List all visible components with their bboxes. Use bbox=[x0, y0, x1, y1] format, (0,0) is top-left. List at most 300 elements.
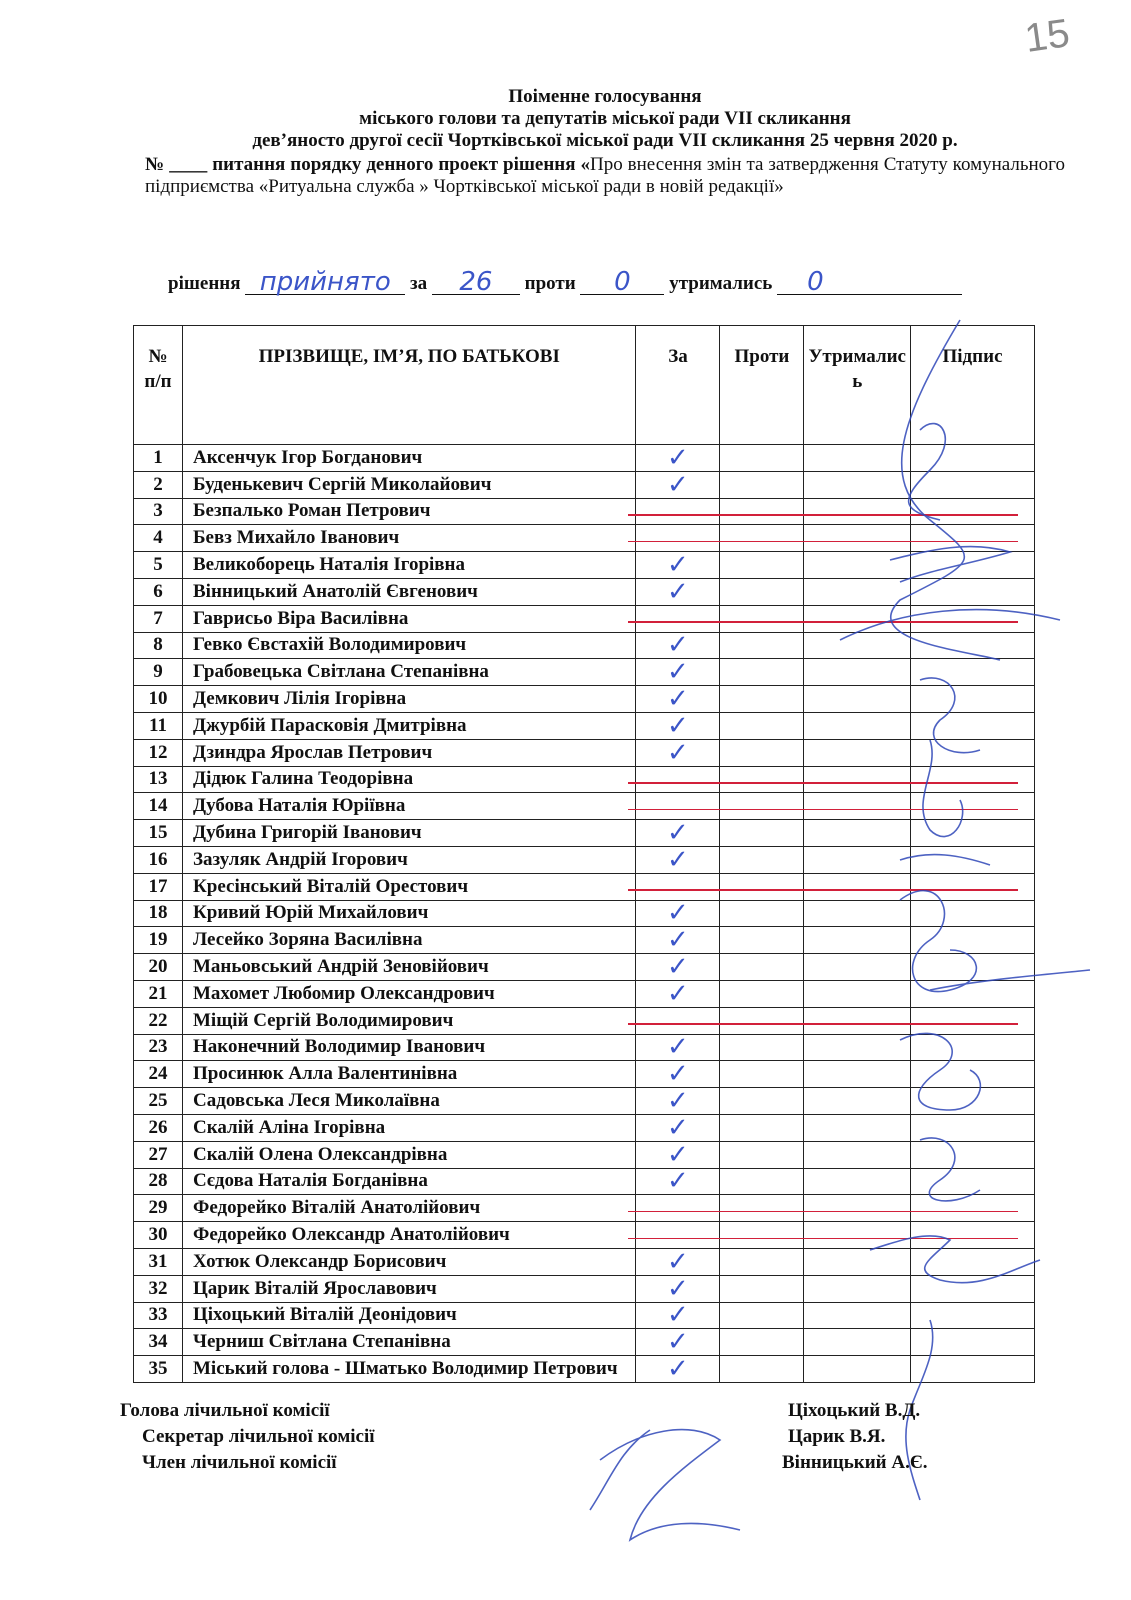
against-count: 0 bbox=[580, 270, 664, 295]
vote-for-cell bbox=[636, 1061, 720, 1088]
vote-for-cell bbox=[636, 578, 720, 605]
signature-cell bbox=[911, 1114, 1035, 1141]
col-abstain: Утрималис ь bbox=[804, 326, 911, 445]
deputy-name: Махомет Любомир Олександрович bbox=[183, 980, 636, 1007]
table-row bbox=[134, 820, 1035, 847]
signature-cell bbox=[911, 1007, 1035, 1034]
vote-against-cell bbox=[720, 1168, 804, 1195]
deputy-name: Дубова Наталія Юріївна bbox=[183, 793, 636, 820]
chair-name: Ціхоцький В.Д. bbox=[788, 1400, 921, 1421]
vote-against-cell bbox=[720, 1141, 804, 1168]
vote-against-cell bbox=[720, 1222, 804, 1249]
row-number: 32 bbox=[134, 1275, 183, 1302]
deputy-name: Лесейко Зоряна Василівна bbox=[183, 927, 636, 954]
deputy-name: Джурбій Парасковія Дмитрівна bbox=[183, 712, 636, 739]
vote-for-cell bbox=[636, 980, 720, 1007]
signature-cell bbox=[911, 552, 1035, 579]
deputy-name: Просинюк Алла Валентинівна bbox=[183, 1061, 636, 1088]
vote-abstain-cell bbox=[804, 1088, 911, 1115]
row-number: 9 bbox=[134, 659, 183, 686]
table-row bbox=[134, 471, 1035, 498]
vote-against-cell bbox=[720, 846, 804, 873]
deputy-name: Маньовський Андрій Зеновійович bbox=[183, 954, 636, 981]
check-icon: ✓ bbox=[667, 469, 689, 499]
row-number: 6 bbox=[134, 578, 183, 605]
vote-against-cell bbox=[720, 900, 804, 927]
deputy-name: Буденькевич Сергій Миколайович bbox=[183, 471, 636, 498]
vote-abstain-cell bbox=[804, 739, 911, 766]
vote-against-cell bbox=[720, 605, 804, 632]
table-row bbox=[134, 1195, 1035, 1222]
signature-cell bbox=[911, 766, 1035, 793]
vote-against-cell bbox=[720, 471, 804, 498]
signature-cell bbox=[911, 954, 1035, 981]
row-number: 1 bbox=[134, 445, 183, 472]
vote-against-cell bbox=[720, 954, 804, 981]
table-row bbox=[134, 980, 1035, 1007]
deputy-name: Скалій Аліна Ігорівна bbox=[183, 1114, 636, 1141]
secretary-name: Царик В.Я. bbox=[788, 1426, 886, 1447]
vote-for-cell bbox=[636, 442, 720, 472]
check-icon: ✓ bbox=[667, 1112, 689, 1142]
vote-against-cell bbox=[720, 578, 804, 605]
table-row bbox=[134, 632, 1035, 659]
vote-abstain-cell bbox=[804, 1356, 911, 1383]
deputy-name: Гаврисьо Віра Василівна bbox=[183, 605, 636, 632]
signature-cell bbox=[911, 712, 1035, 739]
vote-for-cell bbox=[636, 632, 720, 659]
table-row bbox=[134, 686, 1035, 713]
signature-cell bbox=[911, 445, 1035, 472]
vote-for-cell bbox=[636, 793, 720, 820]
vote-abstain-cell bbox=[804, 712, 911, 739]
vote-for-cell bbox=[636, 605, 720, 632]
topic-text: Про внесення змін та затвердження Статуту комунального підприємства «Ритуальна служба » Чортківської міської ради в новій редакції» bbox=[145, 154, 1066, 197]
table-row bbox=[134, 954, 1035, 981]
for-label: за bbox=[410, 273, 428, 294]
vote-for-cell bbox=[636, 1168, 720, 1195]
signature-cell bbox=[911, 873, 1035, 900]
vote-for-cell bbox=[636, 846, 720, 873]
deputy-name: Кресінський Віталій Орестович bbox=[183, 873, 636, 900]
title-line-3: дев’яносто другої сесії Чортківської міської ради VII скликання 25 червня 2020 р. bbox=[252, 130, 958, 151]
vote-against-cell bbox=[720, 1114, 804, 1141]
table-row bbox=[134, 1034, 1035, 1061]
table-row bbox=[134, 1168, 1035, 1195]
check-icon: ✓ bbox=[667, 657, 689, 687]
vote-abstain-cell bbox=[804, 578, 911, 605]
vote-against-cell bbox=[720, 525, 804, 552]
table-row bbox=[134, 498, 1035, 525]
signature-cell bbox=[911, 846, 1035, 873]
table-row bbox=[134, 605, 1035, 632]
vote-abstain-cell bbox=[804, 659, 911, 686]
vote-for-cell bbox=[636, 1034, 720, 1061]
table-row bbox=[134, 552, 1035, 579]
signature-cell bbox=[911, 980, 1035, 1007]
member-name: Вінницький А.Є. bbox=[782, 1452, 928, 1473]
title-line-2: міського голови та депутатів міської ради VII скликання bbox=[359, 108, 851, 129]
vote-against-cell bbox=[720, 739, 804, 766]
check-icon: ✓ bbox=[667, 978, 689, 1008]
vote-abstain-cell bbox=[804, 1302, 911, 1329]
row-number: 22 bbox=[134, 1007, 183, 1034]
vote-against-cell bbox=[720, 632, 804, 659]
deputy-name: Безпалько Роман Петрович bbox=[183, 498, 636, 525]
row-number: 14 bbox=[134, 793, 183, 820]
vote-for-cell bbox=[636, 900, 720, 927]
signature-cell bbox=[911, 1329, 1035, 1356]
vote-for-cell bbox=[636, 498, 720, 525]
against-label: проти bbox=[524, 273, 576, 294]
table-row bbox=[134, 1275, 1035, 1302]
row-number: 15 bbox=[134, 820, 183, 847]
signature-cell bbox=[911, 793, 1035, 820]
row-number: 28 bbox=[134, 1168, 183, 1195]
signature-cell bbox=[911, 525, 1035, 552]
deputy-name: Дзиндра Ярослав Петрович bbox=[183, 739, 636, 766]
deputy-name: Міський голова - Шматько Володимир Петрович bbox=[183, 1356, 636, 1383]
signature-cell bbox=[911, 820, 1035, 847]
vote-against-cell bbox=[720, 1088, 804, 1115]
deputy-name: Сєдова Наталія Богданівна bbox=[183, 1168, 636, 1195]
check-icon: ✓ bbox=[667, 442, 689, 472]
signature-cell bbox=[911, 1195, 1035, 1222]
vote-abstain-cell bbox=[804, 900, 911, 927]
deputy-name: Садовська Леся Миколаївна bbox=[183, 1088, 636, 1115]
check-icon: ✓ bbox=[667, 925, 689, 955]
row-number: 13 bbox=[134, 766, 183, 793]
table-row bbox=[134, 1007, 1035, 1034]
vote-for-cell bbox=[636, 525, 720, 552]
vote-abstain-cell bbox=[804, 1222, 911, 1249]
check-icon: ✓ bbox=[667, 684, 689, 714]
check-icon: ✓ bbox=[667, 576, 689, 606]
table-row bbox=[134, 766, 1035, 793]
check-icon: ✓ bbox=[667, 737, 689, 767]
vote-against-cell bbox=[720, 820, 804, 847]
signature-cell bbox=[911, 1061, 1035, 1088]
vote-against-cell bbox=[720, 1302, 804, 1329]
vote-for-cell bbox=[636, 954, 720, 981]
table-row bbox=[134, 1248, 1035, 1275]
vote-for-cell bbox=[636, 927, 720, 954]
table-row bbox=[134, 1088, 1035, 1115]
vote-abstain-cell bbox=[804, 766, 911, 793]
vote-abstain-cell bbox=[804, 445, 911, 472]
deputy-name: Великоборець Наталія Ігорівна bbox=[183, 552, 636, 579]
vote-for-cell bbox=[636, 712, 720, 739]
deputy-name: Кривий Юрій Михайлович bbox=[183, 900, 636, 927]
table-row bbox=[134, 1141, 1035, 1168]
vote-against-cell bbox=[720, 1034, 804, 1061]
check-icon: ✓ bbox=[667, 1273, 689, 1303]
row-number: 34 bbox=[134, 1329, 183, 1356]
check-icon: ✓ bbox=[667, 1166, 689, 1196]
vote-for-cell bbox=[636, 471, 720, 498]
topic-prefix: № ____ питання порядку денного проект рішення « bbox=[145, 154, 590, 175]
deputy-name: Скалій Олена Олександрівна bbox=[183, 1141, 636, 1168]
signature-cell bbox=[911, 1088, 1035, 1115]
table-row bbox=[134, 525, 1035, 552]
table-row bbox=[134, 873, 1035, 900]
signature-cell bbox=[911, 739, 1035, 766]
vote-abstain-cell bbox=[804, 632, 911, 659]
vote-abstain-cell bbox=[804, 1061, 911, 1088]
table-row bbox=[134, 739, 1035, 766]
deputy-name: Федорейко Віталій Анатолійович bbox=[183, 1195, 636, 1222]
table-row bbox=[134, 1061, 1035, 1088]
vote-against-cell bbox=[720, 980, 804, 1007]
vote-against-cell bbox=[720, 1007, 804, 1034]
deputy-name: Міщій Сергій Володимирович bbox=[183, 1007, 636, 1034]
vote-abstain-cell bbox=[804, 686, 911, 713]
table-row bbox=[134, 793, 1035, 820]
vote-against-cell bbox=[720, 552, 804, 579]
vote-against-cell bbox=[720, 712, 804, 739]
vote-against-cell bbox=[720, 1061, 804, 1088]
check-icon: ✓ bbox=[667, 550, 689, 580]
vote-against-cell bbox=[720, 873, 804, 900]
deputy-name: Федорейко Олександр Анатолійович bbox=[183, 1222, 636, 1249]
col-signature: Підпис bbox=[911, 326, 1035, 445]
vote-against-cell bbox=[720, 686, 804, 713]
deputy-name: Зазуляк Андрій Ігорович bbox=[183, 846, 636, 873]
vote-abstain-cell bbox=[804, 1114, 911, 1141]
vote-for-cell bbox=[636, 686, 720, 713]
table-body bbox=[134, 442, 1035, 1383]
vote-for-cell bbox=[636, 739, 720, 766]
table-row bbox=[134, 846, 1035, 873]
vote-abstain-cell bbox=[804, 1248, 911, 1275]
table-row bbox=[134, 659, 1035, 686]
deputy-name: Бевз Михайло Іванович bbox=[183, 525, 636, 552]
row-number: 2 bbox=[134, 471, 183, 498]
vote-abstain-cell bbox=[804, 954, 911, 981]
row-number: 3 bbox=[134, 498, 183, 525]
vote-against-cell bbox=[720, 445, 804, 472]
table-header-row bbox=[134, 326, 1035, 445]
signature-cell bbox=[911, 659, 1035, 686]
vote-for-cell bbox=[636, 1141, 720, 1168]
table-row bbox=[134, 1114, 1035, 1141]
deputy-name: Демкович Лілія Ігорівна bbox=[183, 686, 636, 713]
vote-for-cell bbox=[636, 1353, 720, 1383]
vote-abstain-cell bbox=[804, 498, 911, 525]
signature-cell bbox=[911, 1302, 1035, 1329]
signature-cell bbox=[911, 686, 1035, 713]
vote-against-cell bbox=[720, 659, 804, 686]
vote-abstain-cell bbox=[804, 1168, 911, 1195]
deputy-name: Ціхоцький Віталій Деонідович bbox=[183, 1302, 636, 1329]
signature-cell bbox=[911, 1222, 1035, 1249]
vote-abstain-cell bbox=[804, 605, 911, 632]
vote-abstain-cell bbox=[804, 471, 911, 498]
row-number: 12 bbox=[134, 739, 183, 766]
check-icon: ✓ bbox=[667, 1300, 689, 1330]
vote-for-cell bbox=[636, 820, 720, 847]
row-number: 30 bbox=[134, 1222, 183, 1249]
vote-against-cell bbox=[720, 927, 804, 954]
page-number: 15 bbox=[1021, 11, 1072, 61]
vote-for-cell bbox=[636, 1114, 720, 1141]
vote-against-cell bbox=[720, 1356, 804, 1383]
table-row bbox=[134, 712, 1035, 739]
vote-abstain-cell bbox=[804, 525, 911, 552]
check-icon: ✓ bbox=[667, 1086, 689, 1116]
vote-against-cell bbox=[720, 1248, 804, 1275]
deputy-name: Дідюк Галина Теодорівна bbox=[183, 766, 636, 793]
signature-cell bbox=[911, 1141, 1035, 1168]
signature-cell bbox=[911, 927, 1035, 954]
vote-abstain-cell bbox=[804, 820, 911, 847]
abstained-label: утримались bbox=[669, 273, 773, 294]
table-row bbox=[134, 1356, 1035, 1383]
check-icon: ✓ bbox=[667, 844, 689, 874]
row-number: 29 bbox=[134, 1195, 183, 1222]
vote-against-cell bbox=[720, 1329, 804, 1356]
table-row bbox=[134, 1329, 1035, 1356]
vote-abstain-cell bbox=[804, 1141, 911, 1168]
vote-abstain-cell bbox=[804, 552, 911, 579]
secretary-label: Секретар лічильної комісії bbox=[142, 1426, 375, 1447]
row-number: 11 bbox=[134, 712, 183, 739]
vote-for-cell bbox=[636, 659, 720, 686]
row-number: 5 bbox=[134, 552, 183, 579]
vote-for-cell bbox=[636, 1248, 720, 1275]
row-number: 16 bbox=[134, 846, 183, 873]
row-number: 27 bbox=[134, 1141, 183, 1168]
row-number: 35 bbox=[134, 1356, 183, 1383]
vote-for-cell bbox=[636, 1007, 720, 1034]
vote-for-cell bbox=[636, 1275, 720, 1302]
signature-cell bbox=[911, 1275, 1035, 1302]
row-number: 21 bbox=[134, 980, 183, 1007]
vote-abstain-cell bbox=[804, 1007, 911, 1034]
table-row bbox=[134, 1222, 1035, 1249]
vote-for-cell bbox=[636, 1302, 720, 1329]
check-icon: ✓ bbox=[667, 1353, 689, 1383]
document-header bbox=[145, 86, 1065, 198]
signature-cell bbox=[911, 1248, 1035, 1275]
signature-cell bbox=[911, 1034, 1035, 1061]
commission-labels bbox=[120, 1398, 375, 1476]
row-number: 19 bbox=[134, 927, 183, 954]
signature-cell bbox=[911, 1168, 1035, 1195]
member-label: Член лічильної комісії bbox=[142, 1452, 337, 1473]
vote-for-cell bbox=[636, 1088, 720, 1115]
deputy-name: Вінницький Анатолій Євгенович bbox=[183, 578, 636, 605]
row-number: 7 bbox=[134, 605, 183, 632]
vote-for-cell bbox=[636, 766, 720, 793]
deputy-name: Гевко Євстахій Володимирович bbox=[183, 632, 636, 659]
vote-for-cell bbox=[636, 873, 720, 900]
col-against: Проти bbox=[720, 326, 804, 445]
chair-label: Голова лічильної комісії bbox=[120, 1400, 330, 1421]
table-row bbox=[134, 578, 1035, 605]
vote-against-cell bbox=[720, 793, 804, 820]
roll-call-table bbox=[133, 325, 1035, 1383]
signature-cell bbox=[911, 498, 1035, 525]
signature-cell bbox=[911, 605, 1035, 632]
check-icon: ✓ bbox=[667, 1059, 689, 1089]
commission-names bbox=[782, 1398, 928, 1476]
decision-label: рішення bbox=[168, 273, 241, 294]
title-line-1: Поіменне голосування bbox=[508, 86, 702, 107]
vote-against-cell bbox=[720, 766, 804, 793]
vote-abstain-cell bbox=[804, 1034, 911, 1061]
deputy-name: Наконечний Володимир Іванович bbox=[183, 1034, 636, 1061]
check-icon: ✓ bbox=[667, 1032, 689, 1062]
row-number: 10 bbox=[134, 686, 183, 713]
check-icon: ✓ bbox=[667, 1327, 689, 1357]
check-icon: ✓ bbox=[667, 630, 689, 660]
table-row bbox=[134, 900, 1035, 927]
deputy-name: Грабовецька Світлана Степанівна bbox=[183, 659, 636, 686]
row-number: 4 bbox=[134, 525, 183, 552]
col-num: № п/п bbox=[134, 326, 183, 445]
vote-abstain-cell bbox=[804, 1329, 911, 1356]
deputy-name: Дубина Григорій Іванович bbox=[183, 820, 636, 847]
check-icon: ✓ bbox=[667, 818, 689, 848]
vote-abstain-cell bbox=[804, 1195, 911, 1222]
signature-cell bbox=[911, 471, 1035, 498]
vote-for-cell bbox=[636, 1195, 720, 1222]
row-number: 8 bbox=[134, 632, 183, 659]
row-number: 18 bbox=[134, 900, 183, 927]
check-icon: ✓ bbox=[667, 1246, 689, 1276]
for-count: 26 bbox=[432, 270, 520, 295]
col-for: За bbox=[636, 326, 720, 445]
vote-against-cell bbox=[720, 1275, 804, 1302]
vote-abstain-cell bbox=[804, 1275, 911, 1302]
col-name: ПРІЗВИЩЕ, ІМ’Я, ПО БАТЬКОВІ bbox=[183, 326, 636, 445]
vote-for-cell bbox=[636, 1222, 720, 1249]
row-number: 25 bbox=[134, 1088, 183, 1115]
signature-cell bbox=[911, 632, 1035, 659]
deputy-name: Царик Віталій Ярославович bbox=[183, 1275, 636, 1302]
agenda-topic bbox=[145, 154, 1065, 198]
row-number: 23 bbox=[134, 1034, 183, 1061]
signature-cell bbox=[911, 1356, 1035, 1383]
row-number: 26 bbox=[134, 1114, 183, 1141]
deputy-name: Черниш Світлана Степанівна bbox=[183, 1329, 636, 1356]
vote-abstain-cell bbox=[804, 846, 911, 873]
check-icon: ✓ bbox=[667, 952, 689, 982]
table-row bbox=[134, 445, 1035, 472]
signature-cell bbox=[911, 900, 1035, 927]
row-number: 17 bbox=[134, 873, 183, 900]
check-icon: ✓ bbox=[667, 710, 689, 740]
deputy-name: Аксенчук Ігор Богданович bbox=[183, 445, 636, 472]
row-number: 24 bbox=[134, 1061, 183, 1088]
vote-abstain-cell bbox=[804, 927, 911, 954]
deputy-name: Хотюк Олександр Борисович bbox=[183, 1248, 636, 1275]
vote-against-cell bbox=[720, 1195, 804, 1222]
vote-for-cell bbox=[636, 1329, 720, 1356]
vote-for-cell bbox=[636, 552, 720, 579]
row-number: 31 bbox=[134, 1248, 183, 1275]
decision-value: прийнято bbox=[245, 270, 405, 295]
row-number: 20 bbox=[134, 954, 183, 981]
vote-abstain-cell bbox=[804, 793, 911, 820]
vote-abstain-cell bbox=[804, 980, 911, 1007]
signature-cell bbox=[911, 578, 1035, 605]
table-row bbox=[134, 927, 1035, 954]
vote-against-cell bbox=[720, 498, 804, 525]
vote-abstain-cell bbox=[804, 873, 911, 900]
abstained-count: 0 bbox=[777, 270, 962, 295]
